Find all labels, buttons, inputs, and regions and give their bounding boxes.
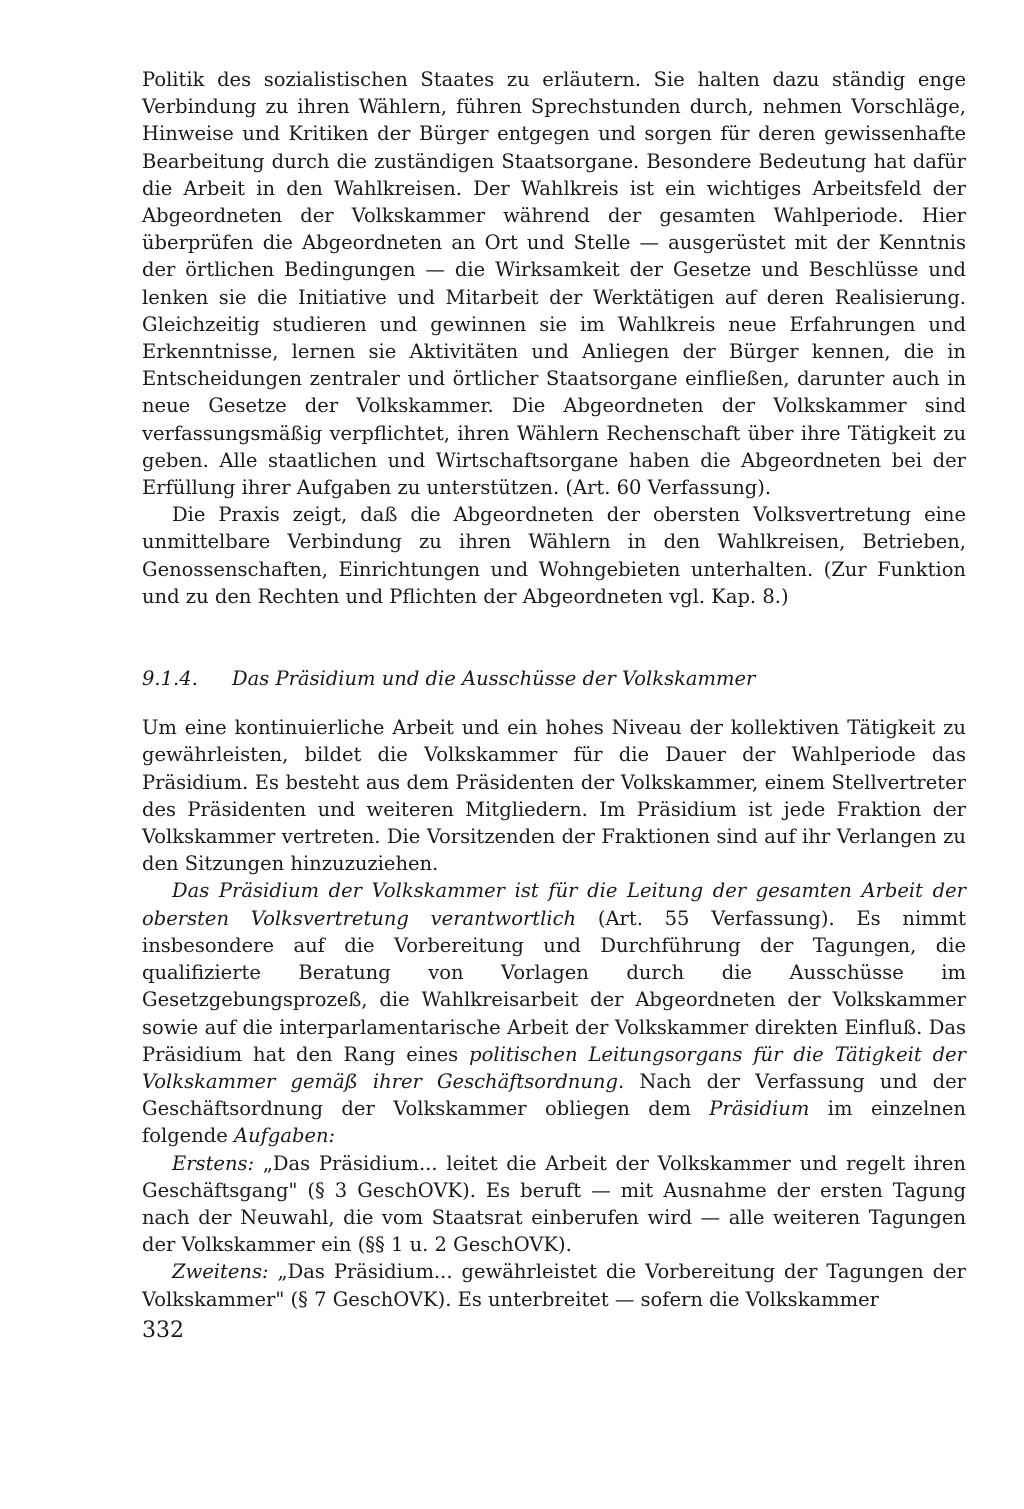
italic-phrase: politischen Leitungsorgans für die Tätigkeit der Volkskammer gemäß ihrer Geschäftsordnung. [142,1042,967,1093]
italic-phrase: Das Präsidium der Volkskammer ist für die Leitung der gesamten Arbeit der obersten Volksvertretung verantwortlich [142,879,966,930]
page-number: 332 [142,1318,184,1343]
page-body [142,66,966,1313]
enumeration-lead: Zweitens: [172,1260,269,1284]
paragraph-zweitens: Zweitens: „Das Präsidium... gewährleistet die Vorbereitung der Tagungen der Volkskammer" (§ 7 GeschOVK). Es unterbreitet — sofern die Volkskammer [142,1260,966,1311]
paragraph-praesidium-leitung: Das Präsidium der Volkskammer ist für die Leitung der gesamten Arbeit der obersten Volksvertretung verantwortlich (Art. 55 Verfassung). Es nimmt insbesondere auf die Vorbereitung und Durchführung der Tagungen, die qualifizierte Beratung von Vorlagen durch die Ausschüsse im Gesetzgebungsprozeß, die Wahlkreisarbeit der Abgeordneten der Volkskammer sowie auf die interparlamentarische Arbeit der Volkskammer direkten Einfluß. Das Präsidium hat den Rang eines politischen Leitungsorgans für die Tätigkeit der Volkskammer gemäß ihrer Geschäftsordnung. Nach der Verfassung und der Geschäftsordnung der Volkskammer obliegen dem Präsidium im einzelnen folgende Aufgaben: [142,879,967,1148]
paragraph-erstens: Erstens: „Das Präsidium... leitet die Arbeit der Volkskammer und regelt ihren Geschäftsgang" (§ 3 GeschOVK). Es beruft — mit Ausnahme der ersten Tagung nach der Neuwahl, die vom Staatsrat einberufen wird — alle weiteren Tagungen der Volkskammer ein (§§ 1 u. 2 GeschOVK). [142,1151,966,1257]
italic-phrase: Aufgaben: [234,1124,336,1148]
section-title: Das Präsidium und die Ausschüsse der Volkskammer [232,667,756,691]
italic-phrase: Präsidium [709,1097,810,1121]
paragraph-praxis: Die Praxis zeigt, daß die Abgeordneten der obersten Volksvertretung eine unmittelbare Verbindung zu ihren Wählern in den Wahlkreisen, Betrieben, Genossenschaften, Einrichtungen und Wohngebieten unterhalten. (Zur Funktion und zu den Rechten und Pflichten der Abgeordneten vgl. Kap. 8.) [142,503,966,608]
paragraph-wahlkreis: Politik des sozialistischen Staates zu erläutern. Sie halten dazu ständig enge Verbindung zu ihren Wählern, führen Sprechstunden durch, nehmen Vorschläge, Hinweise und Kritiken der Bürger entgegen und sorgen für deren gewissenhafte Bearbeitung durch die zuständigen Staatsorgane. Besondere Bedeutung hat dafür die Arbeit in den Wahlkreisen. Der Wahlkreis ist ein wichtiges Arbeitsfeld der Abgeordneten der Volkskammer während der gesamten Wahlperiode. Hier überprüfen die Abgeordneten an Ort und Stelle — ausgerüstet mit der Kenntnis der örtlichen Bedingungen — die Wirksamkeit der Gesetze und Beschlüsse und lenken sie die Initiative und Mitarbeit der Werktätigen auf deren Realisierung. Gleichzeitig studieren und gewinnen sie im Wahlkreis neue Erfahrungen und Erkenntnisse, lernen sie Aktivitäten und Anliegen der Bürger kennen, die in Entscheidungen zentraler und örtlicher Staatsorgane einfließen, darunter auch in neue Gesetze der Volkskammer. Die Abgeordneten der Volkskammer sind verfassungsmäßig verpflichtet, ihren Wählern Rechenschaft über ihre Tätigkeit zu geben. Alle staatlichen und Wirtschaftsorgane haben die Abgeordneten bei der Erfüllung ihrer Aufgaben zu unterstützen. (Art. 60 Verfassung). [142,68,966,500]
section-heading [142,665,966,692]
paragraph-praesidium-intro: Um eine kontinuierliche Arbeit und ein hohes Niveau der kollektiven Tätigkeit zu gewährleisten, bildet die Volkskammer für die Dauer der Wahlperiode das Präsidium. Es besteht aus dem Präsidenten der Volkskammer, einem Stellvertreter des Präsidenten und weiteren Mitgliedern. Im Präsidium ist jede Fraktion der Volkskammer vertreten. Die Vorsitzenden der Fraktionen sind auf ihr Verlangen zu den Sitzungen hinzuzuziehen. [142,716,966,876]
enumeration-lead: Erstens: [172,1151,255,1175]
section-number: 9.1.4. [142,667,198,691]
